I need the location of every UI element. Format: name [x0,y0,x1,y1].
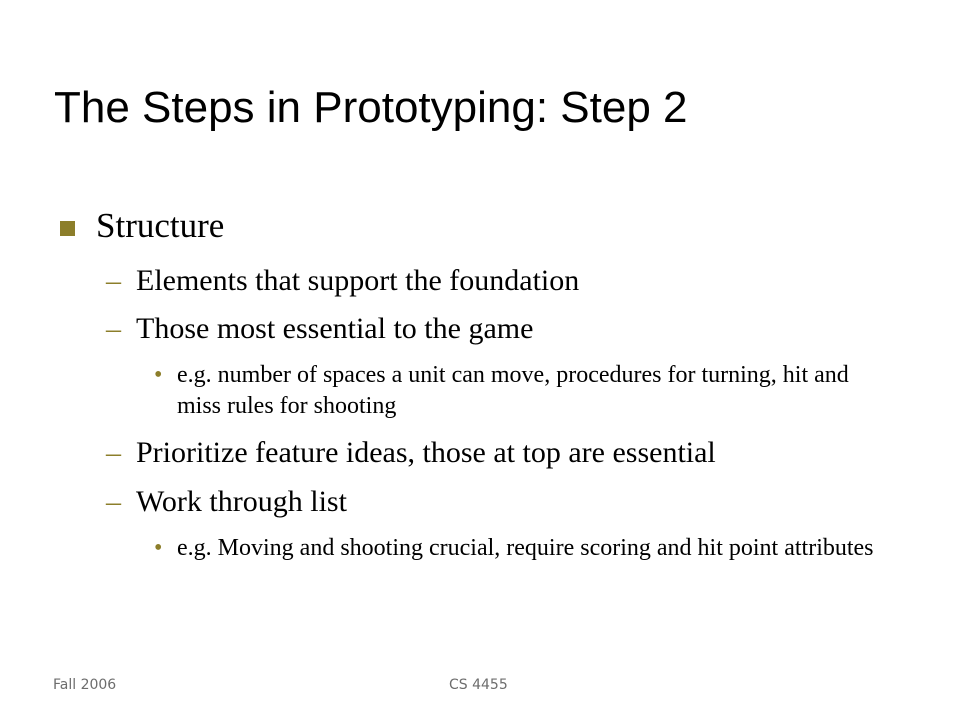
sub-item-prioritize: Prioritize feature ideas, those at top are essential [136,436,716,469]
slide-title: The Steps in Prototyping: Step 2 [54,83,688,132]
dash-bullet-icon: – [106,436,121,469]
example-moving-shooting: e.g. Moving and shooting crucial, require scoring and hit point attributes [177,535,874,561]
footer-course: CS 4455 [449,677,508,693]
sub-item-foundation: Elements that support the foundation [136,264,580,297]
bullet-structure: Structure [96,206,225,245]
dash-bullet-icon: – [106,485,121,518]
sub-item-essential: Those most essential to the game [136,312,534,345]
dash-bullet-icon: – [106,312,121,345]
dash-bullet-icon: – [106,264,121,297]
dot-bullet-icon: • [154,362,163,388]
footer-date: Fall 2006 [53,677,117,693]
example-structure: e.g. number of spaces a unit can move, procedures for turning, hit and miss rules for shooting [177,362,849,419]
square-bullet-icon [60,221,75,236]
dot-bullet-icon: • [154,535,163,561]
sub-item-work-list: Work through list [136,485,347,518]
